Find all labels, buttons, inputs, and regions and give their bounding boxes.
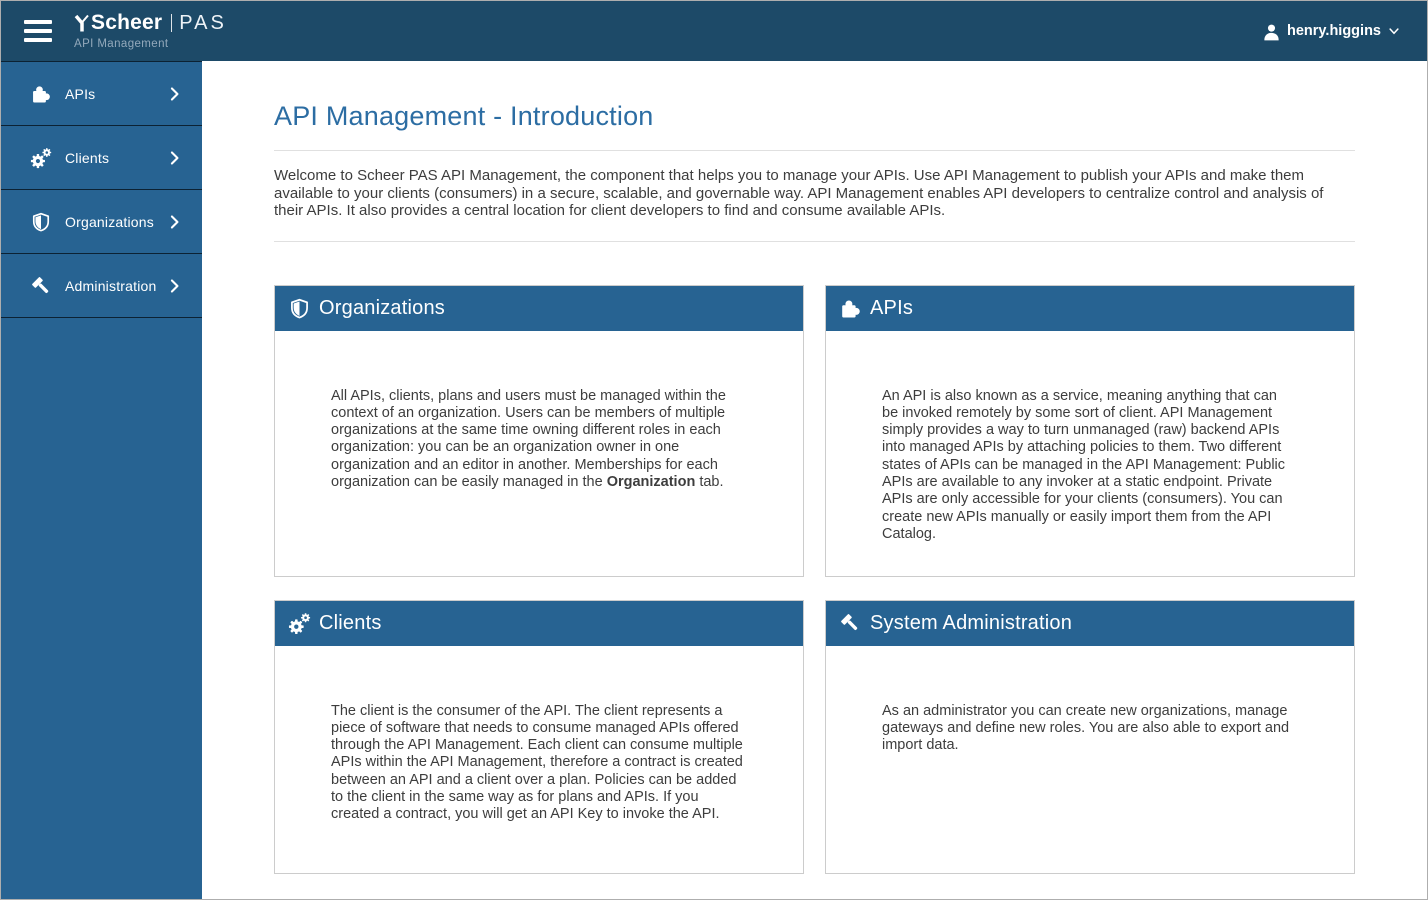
brand-name: Scheer [91,10,163,34]
card-body-text [826,646,1354,785]
user-icon [1262,22,1281,41]
chevron-right-icon [168,86,182,102]
card-body-text [275,646,803,854]
info-cards-grid [274,285,1355,874]
sidebar-item-label: Clients [65,149,110,166]
user-name: henry.higgins [1287,23,1381,39]
gears-icon [287,611,311,635]
card-organizations [274,285,804,577]
card-title: System Administration [870,611,1073,634]
card-apis-header [826,286,1354,331]
gavel-icon [838,611,862,635]
divider [274,150,1355,151]
card-title: Organizations [319,296,445,319]
sidebar-item-label: Organizations [65,213,154,230]
chevron-right-icon [168,278,182,294]
brand-logo [74,12,227,51]
card-body-text [275,331,803,522]
gears-icon [30,147,52,169]
card-text-bold: Organization [606,473,696,490]
card-body-text [826,331,1354,574]
hamburger-menu-icon[interactable] [24,20,52,42]
card-clients-header [275,601,803,646]
chevron-right-icon [168,214,182,230]
card-title: Clients [319,611,382,634]
main-content [202,61,1427,899]
chevron-down-icon [1387,24,1401,38]
card-system-administration [825,600,1355,874]
brand-suffix: PAS [179,11,227,34]
card-apis [825,285,1355,577]
card-text: All APIs, clients, plans and users must be managed within the context of an organization. Users can be members of multiple organizations at the same time owning different roles in each organization: you can be an organization owner in one organization and an editor in another. Memberships for each organization can be easily managed in the [331,387,726,490]
sidebar-item-organizations[interactable] [1,190,202,254]
card-text: tab. [695,473,724,490]
sidebar [1,61,202,899]
card-title: APIs [870,296,914,319]
puzzle-icon [838,296,862,320]
card-text: As an administrator you can create new organizations, manage gateways and define new roles. You are also able to export and import data. [882,702,1290,754]
sidebar-item-clients[interactable] [1,126,202,190]
sidebar-item-label: Administration [65,277,157,294]
shield-icon [287,296,311,320]
brand-separator [171,14,172,32]
puzzle-icon [30,83,52,105]
sidebar-item-administration[interactable] [1,254,202,318]
brand-subtitle: API Management [74,37,169,50]
intro-paragraph: Welcome to Scheer PAS API Management, the component that helps you to manage your APIs. Use API Management to publish your APIs and make them available to your clients (consumers) in a secure, scalable, and governable way. API Management enables API developers to centralize control and analysis of their APIs. It also provides a central location for client developers to find and consume available APIs. [274,167,1324,219]
user-menu[interactable] [1262,22,1401,41]
card-system-administration-header [826,601,1354,646]
scheer-logo-mark-icon [74,14,89,33]
card-organizations-header [275,286,803,331]
chevron-right-icon [168,150,182,166]
page-title: API Management - Introduction [274,101,654,131]
sidebar-item-apis[interactable] [1,62,202,126]
card-text: An API is also known as a service, meaning anything that can be invoked remotely by some sort of client. API Management simply provides a way to turn unmanaged (raw) backend APIs into managed APIs by attaching policies to them. Two different states of APIs can be managed in the API Management: Public APIs are available to any invoker at a static endpoint. Private APIs are only accessible for your clients (consumers). You can create new APIs manually or easily import them from the API Catalog. [882,387,1286,542]
topbar [1,1,1427,61]
shield-icon [30,211,52,233]
sidebar-item-label: APIs [65,85,96,102]
card-clients [274,600,804,874]
gavel-icon [30,275,52,297]
card-text: The client is the consumer of the API. The client represents a piece of software that needs to consume managed APIs offered through the API Management. Each client can consume multiple APIs within the API Management, therefore a contract is created between an API and a client over a plan. Policies can be added to the client in the same way as for plans and APIs. If you created a contract, you will get an API Key to invoke the API. [331,702,743,823]
divider [274,241,1355,242]
